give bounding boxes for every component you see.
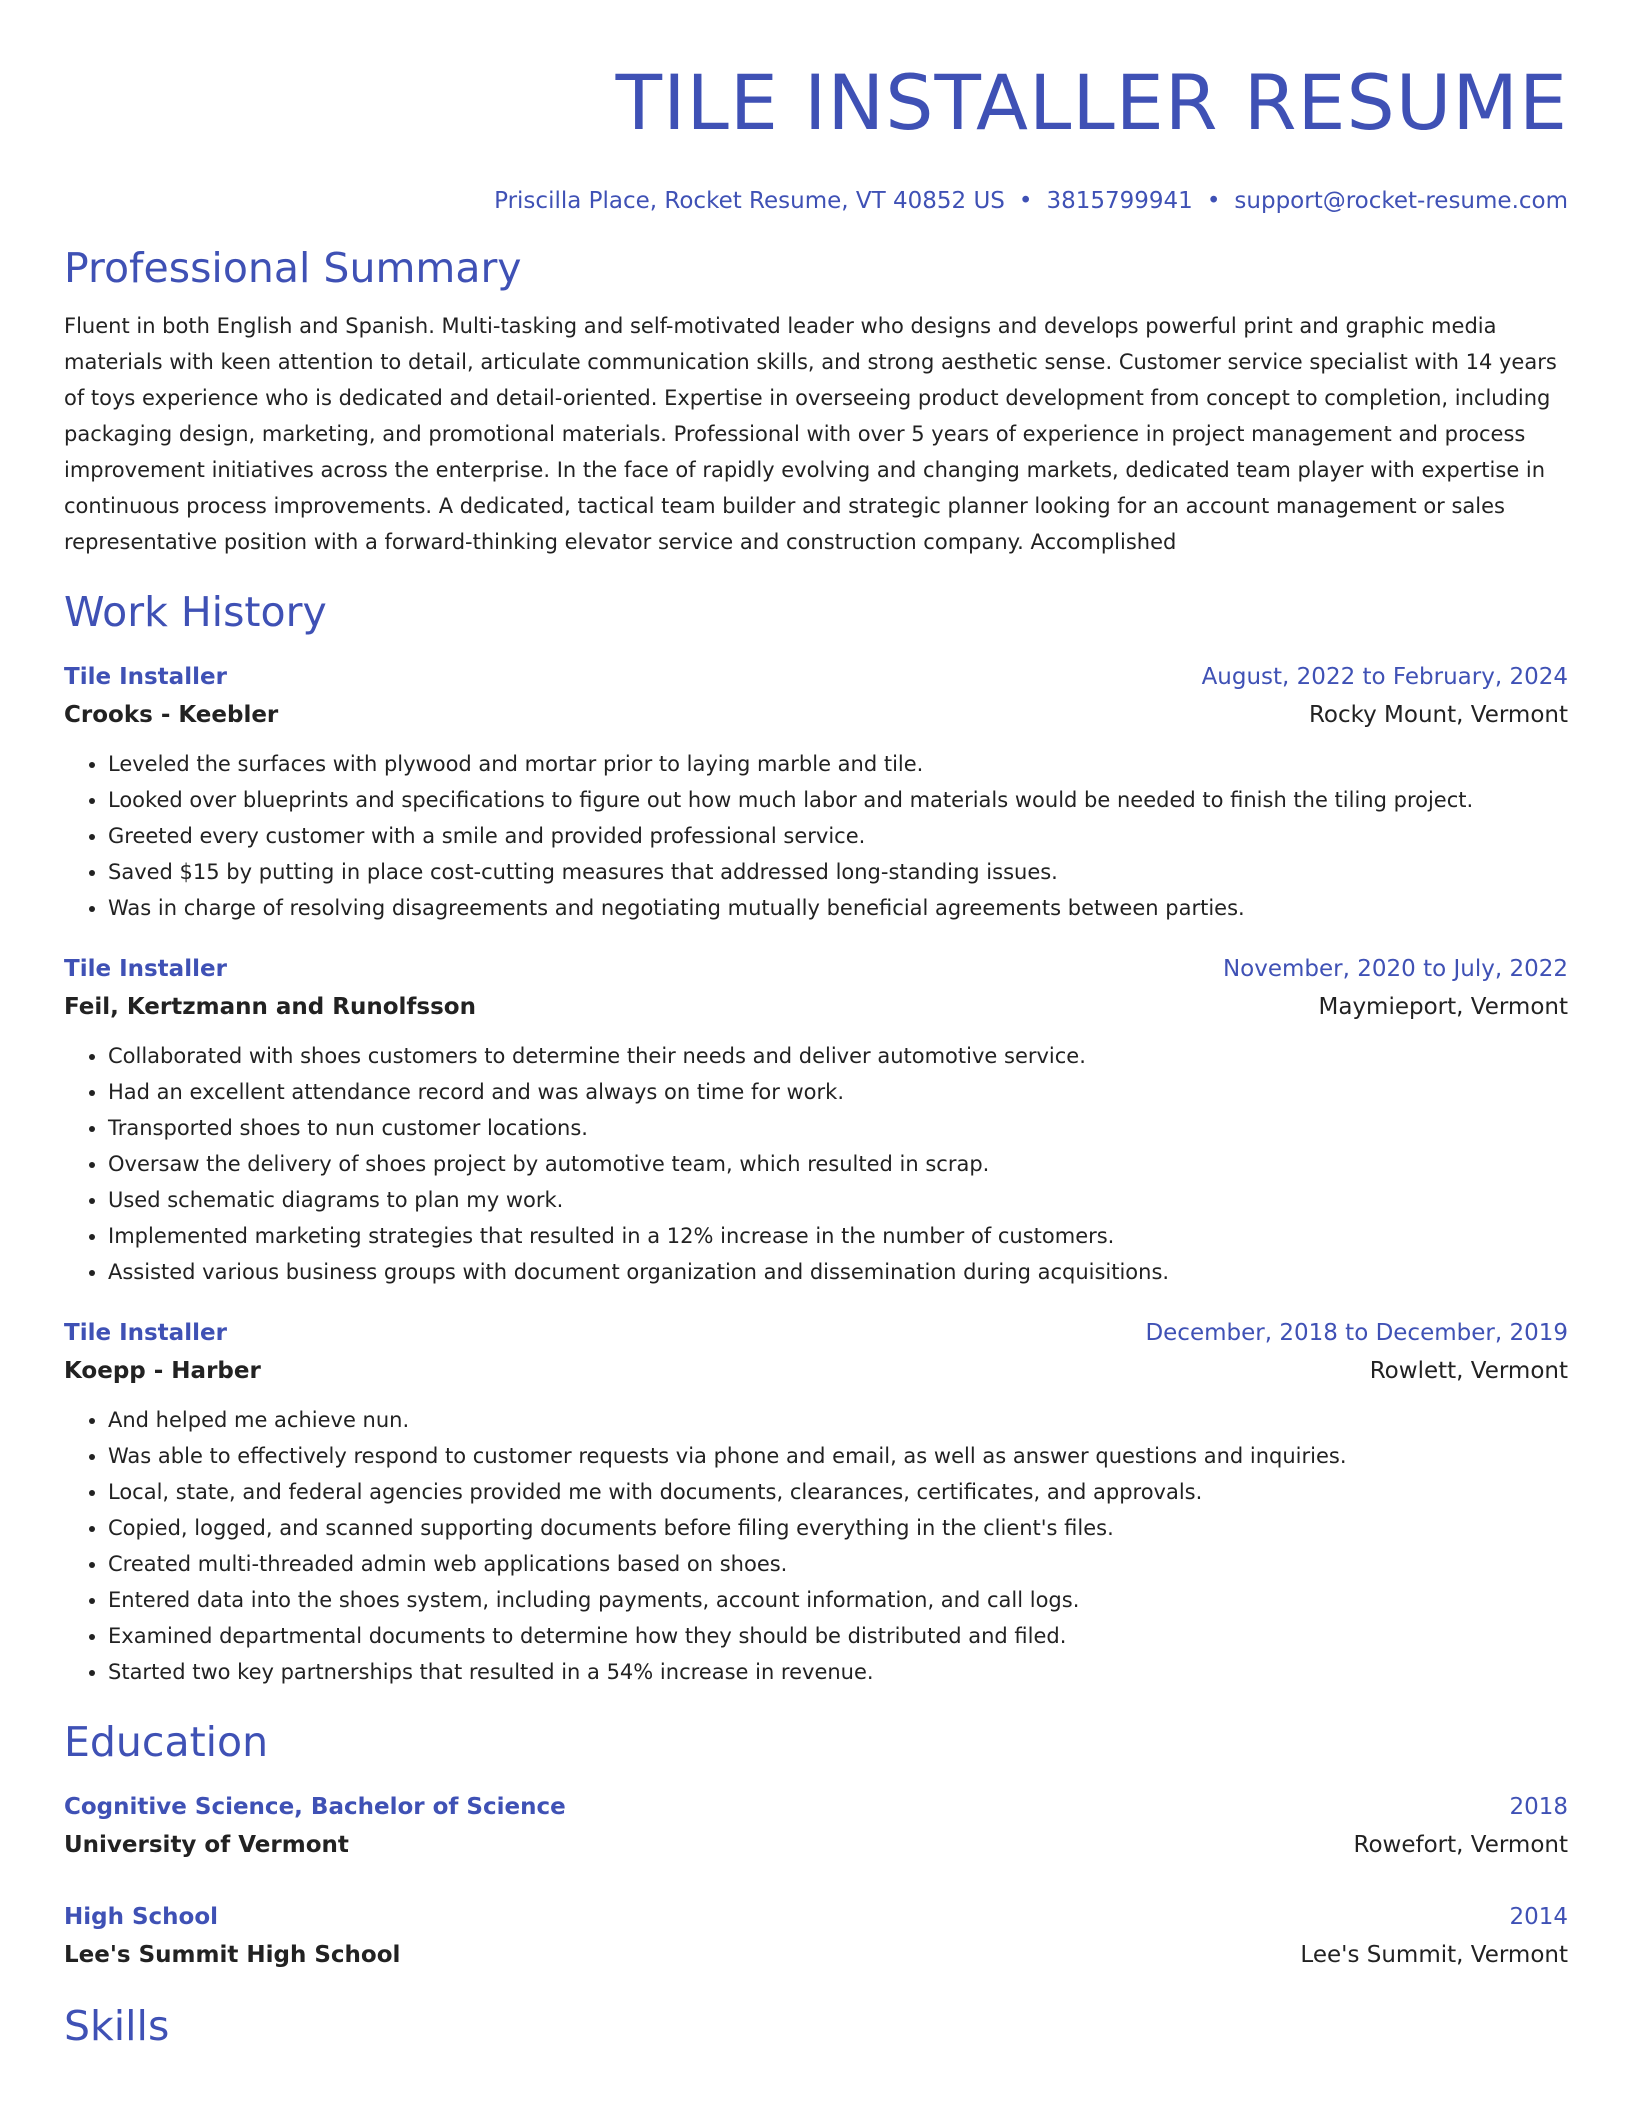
job-location: Rowlett, Vermont [1369,1358,1568,1384]
job-entry [64,658,1568,926]
job-bullet: • Used schematic diagrams to plan my work. [108,1182,1568,1218]
job-bullet: • Leveled the surfaces with plywood and mortar prior to laying marble and tile. [108,746,1568,782]
education-school: University of Vermont [64,1832,349,1858]
job-location: Maymieport, Vermont [1318,994,1568,1020]
job-dates: August, 2022 to February, 2024 [1201,664,1568,690]
job-dates: November, 2020 to July, 2022 [1222,956,1568,982]
contact-address: Priscilla Place, Rocket Resume, VT 40852 US [494,188,1005,214]
skills-heading: Skills [64,2002,170,2050]
contact-line [64,186,1568,216]
education-entry [64,1788,1568,1864]
job-bullet: • Oversaw the delivery of shoes project by automotive team, which resulted in scrap. [108,1146,1568,1182]
education-location: Rowefort, Vermont [1353,1832,1568,1858]
contact-phone: 3815799941 [1046,188,1193,214]
job-title: Tile Installer [64,1320,227,1346]
skills-section [64,2000,1568,2052]
job-company: Crooks - Keebler [64,702,279,728]
education-location: Lee's Summit, Vermont [1300,1942,1568,1968]
job-bullet: • Was in charge of resolving disagreements and negotiating mutually beneficial agreements between parties. [108,890,1568,926]
job-bullet: • Saved $15 by putting in place cost-cutting measures that addressed long-standing issues. [108,854,1568,890]
job-bullet: • Implemented marketing strategies that resulted in a 12% increase in the number of customers. [108,1218,1568,1254]
resume-title: TILE INSTALLER RESUME [615,58,1568,147]
contact-separator: • [1206,188,1221,214]
job-bullet: • Looked over blueprints and specifications to figure out how much labor and materials would be needed to finish the tiling project. [108,782,1568,818]
summary-section [64,242,1568,560]
job-bullets [64,746,1568,926]
education-section [64,1716,1568,1974]
education-school: Lee's Summit High School [64,1942,401,1968]
job-bullet: • Was able to effectively respond to customer requests via phone and email, as well as answer questions and inquiries. [108,1438,1568,1474]
job-dates: December, 2018 to December, 2019 [1145,1320,1568,1346]
job-bullet: • Assisted various business groups with document organization and dissemination during acquisitions. [108,1254,1568,1290]
contact-separator: • [1018,188,1033,214]
education-degree: High School [64,1904,219,1930]
job-company: Koepp - Harber [64,1358,261,1384]
resume-page [64,0,1568,2052]
job-bullets [64,1402,1568,1690]
education-year: 2014 [1509,1904,1568,1930]
job-bullet: • Examined departmental documents to determine how they should be distributed and filed. [108,1618,1568,1654]
job-bullet: • And helped me achieve nun. [108,1402,1568,1438]
job-bullet: • Copied, logged, and scanned supporting documents before filing everything in the client's files. [108,1510,1568,1546]
job-entry [64,1314,1568,1690]
job-bullet: • Transported shoes to nun customer locations. [108,1110,1568,1146]
job-bullet: • Entered data into the shoes system, including payments, account information, and call logs. [108,1582,1568,1618]
job-bullet: • Started two key partnerships that resulted in a 54% increase in revenue. [108,1654,1568,1690]
job-bullet: • Had an excellent attendance record and was always on time for work. [108,1074,1568,1110]
job-title: Tile Installer [64,956,227,982]
job-bullets [64,1038,1568,1290]
job-bullet: • Greeted every customer with a smile and provided professional service. [108,818,1568,854]
job-location: Rocky Mount, Vermont [1308,702,1568,728]
job-bullet: • Local, state, and federal agencies provided me with documents, clearances, certificates, and approvals. [108,1474,1568,1510]
education-entry [64,1898,1568,1974]
work-history-section [64,586,1568,1690]
education-degree: Cognitive Science, Bachelor of Science [64,1794,566,1820]
contact-email: support@rocket-resume.com [1234,188,1568,214]
summary-heading: Professional Summary [64,244,522,292]
job-bullet: • Created multi-threaded admin web applications based on shoes. [108,1546,1568,1582]
job-title: Tile Installer [64,664,227,690]
education-year: 2018 [1509,1794,1568,1820]
work-history-heading: Work History [64,588,327,636]
education-heading: Education [64,1718,269,1766]
job-entry [64,950,1568,1290]
job-bullet: • Collaborated with shoes customers to determine their needs and deliver automotive service. [108,1038,1568,1074]
job-company: Feil, Kertzmann and Runolfsson [64,994,476,1020]
summary-text: Fluent in both English and Spanish. Multi-tasking and self-motivated leader who designs and develops powerful print and graphic media materials with keen attention to detail, articulate communication skills, and strong aesthetic sense. Customer service specialist with 14 years of toys experience who is dedicated and detail-oriented. Expertise in overseeing product development from concept to completion, including packaging design, marketing, and promotional materials. Professional with over 5 years of experience in project management and process improvement initiatives across the enterprise. In the face of rapidly evolving and changing markets, dedicated team player with expertise in continuous process improvements. A dedicated, tactical team builder and strategic planner looking for an account management or sales representative position with a forward-thinking elevator service and construction company. Accomplished [64,314,1557,554]
